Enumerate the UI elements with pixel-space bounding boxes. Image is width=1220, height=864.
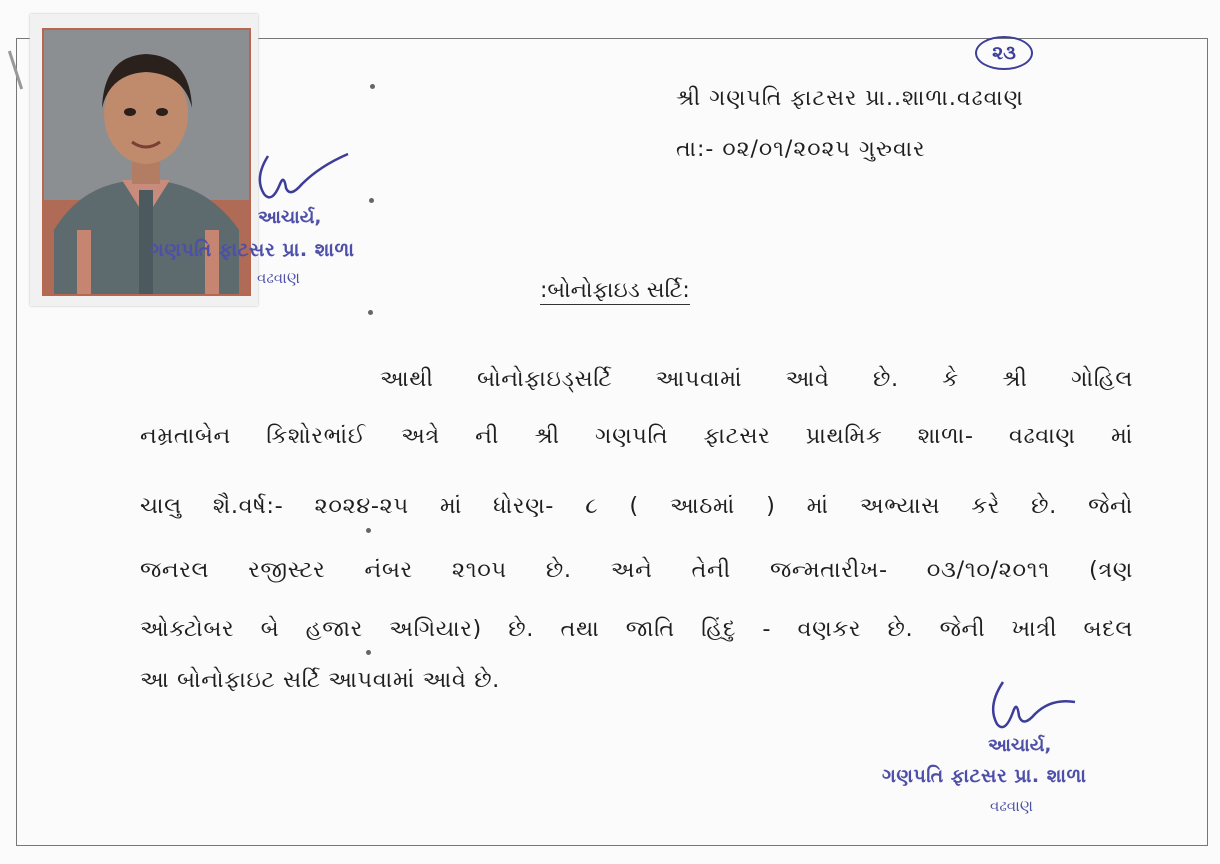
signature-top [250, 148, 360, 208]
speck [370, 84, 375, 89]
school-name: શ્રી ગણપતિ ફાટસર પ્રા..શાળા.વઢવાણ [676, 86, 1024, 111]
certificate-title: :બોનોફાઇડ સર્ટિ: [540, 278, 690, 303]
body-line-6: આ બોનોફાઇટ સર્ટિ આપવામાં આવે છે. [140, 667, 500, 693]
body-line-1: આથી બોનોફાઇડ્સર્ટિ આપવામાં આવે છે. કે શ્રી ગોહિલ [380, 366, 1133, 392]
body-line-2: નમ્રતાબેન કિશોરભાંઈ અત્રે ની શ્રી ગણપતિ ફાટસર પ્રાથમિક શાળા- વઢવાણ માં [140, 423, 1133, 449]
stamp-school: ગણપતિ ફાટસર પ્રા. શાળા [150, 239, 355, 261]
photo-card [30, 14, 258, 306]
body-line-3: ચાલુ શૈ.વર્ષ:- ૨૦૨૪-૨૫ માં ધોરણ- ૮ ( આઠમાં ) માં અભ્યાસ કરે છે. જેનો [140, 493, 1133, 519]
stamp-title: આચાર્ય, [258, 207, 322, 228]
stamp-school: ગણપતિ ફાટસર પ્રા. શાળા [882, 765, 1087, 787]
body-line-5: ઓક્ટોબર બે હજાર અગિયાર) છે. તથા જાતિ હિંદુ - વણકર છે. જેની ખાત્રી બદલ [140, 616, 1133, 642]
speck [368, 310, 373, 315]
speck [366, 650, 371, 655]
stamp-place: વઢવાણ [990, 797, 1033, 815]
stamp-title: આચાર્ય, [988, 735, 1052, 756]
speck [369, 198, 374, 203]
signature-bottom [985, 676, 1085, 736]
stamp-place: વઢવાણ [257, 269, 300, 287]
page-number: ૨૩ [975, 36, 1033, 70]
body-line-4: જનરલ રજીસ્ટર નંબર ૨૧૦૫ છે. અને તેની જન્મતારીખ- ૦૩/૧૦/૨૦૧૧ (ત્રણ [140, 557, 1133, 583]
speck [366, 528, 371, 533]
date-line: તા:- ૦૨/૦૧/૨૦૨૫ ગુરુવાર [676, 137, 926, 162]
